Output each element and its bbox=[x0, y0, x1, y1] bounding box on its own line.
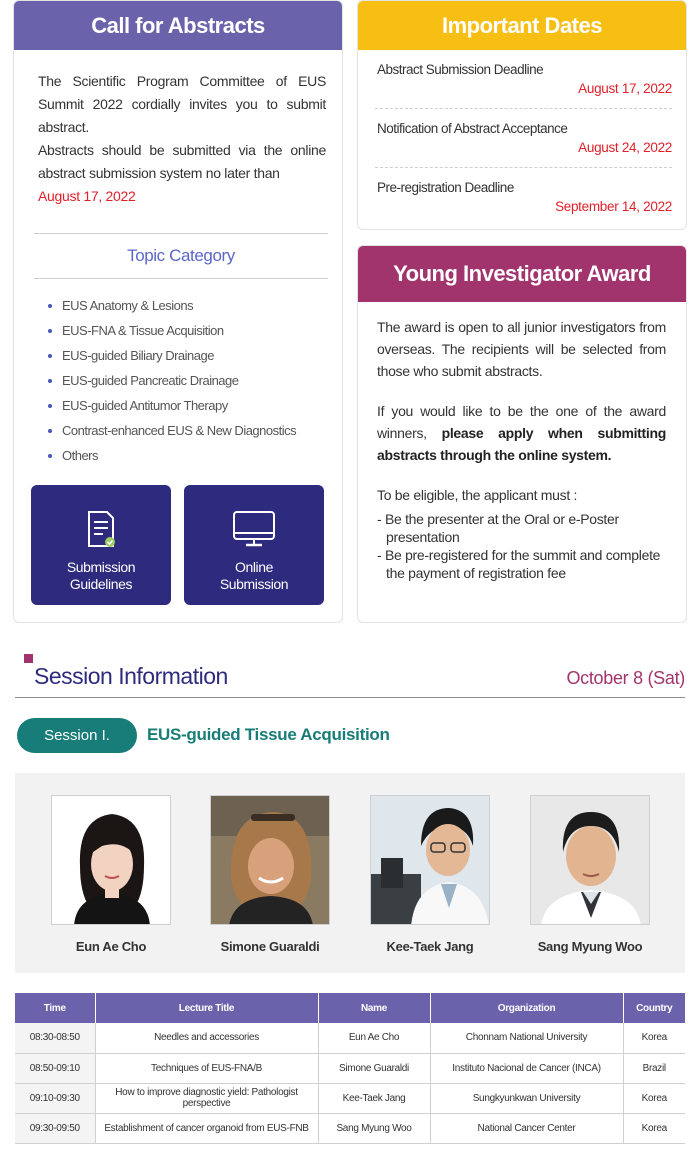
session-topic: EUS-guided Tissue Acquisition bbox=[147, 725, 390, 744]
column-header: Name bbox=[318, 993, 430, 1023]
date-label: Abstract Submission Deadline bbox=[377, 62, 544, 77]
topic-item: EUS-guided Antitumor Therapy bbox=[48, 393, 342, 418]
section-marker bbox=[24, 654, 33, 663]
table-row bbox=[15, 1053, 685, 1083]
submission-guidelines-button[interactable] bbox=[31, 485, 171, 605]
date-value: August 17, 2022 bbox=[578, 81, 672, 96]
call-for-abstracts-title: Call for Abstracts bbox=[14, 1, 342, 50]
topic-item: Contrast-enhanced EUS & New Diagnostics bbox=[48, 418, 342, 443]
country-cell: Korea bbox=[623, 1083, 685, 1113]
name-cell: Eun Ae Cho bbox=[318, 1023, 430, 1053]
lecture-title-cell: Needles and accessories bbox=[95, 1023, 318, 1053]
organization-cell: National Cancer Center bbox=[430, 1113, 623, 1143]
country-cell: Brazil bbox=[623, 1053, 685, 1083]
eligibility-item: - Be pre-registered for the summit and complete the payment of registration fee bbox=[377, 547, 661, 581]
topic-item: Others bbox=[48, 443, 342, 468]
eligibility-list bbox=[377, 510, 666, 582]
time-cell: 08:50-09:10 bbox=[15, 1053, 95, 1083]
online-label-1: Online bbox=[234, 559, 274, 575]
speaker-card bbox=[51, 795, 171, 954]
date-row bbox=[375, 50, 672, 109]
young-investigator-title: Young Investigator Award bbox=[358, 246, 686, 302]
country-cell: Korea bbox=[623, 1023, 685, 1053]
abstract-deadline: August 17, 2022 bbox=[38, 188, 136, 204]
eligibility-intro: To be eligible, the applicant must : bbox=[377, 487, 578, 503]
online-submission-button[interactable] bbox=[184, 485, 324, 605]
guidelines-label-1: Submission bbox=[66, 559, 136, 575]
speaker-name: Kee-Taek Jang bbox=[386, 939, 474, 954]
name-cell: Kee-Taek Jang bbox=[318, 1083, 430, 1113]
table-header-row bbox=[15, 993, 685, 1023]
topic-item: EUS Anatomy & Lesions bbox=[48, 293, 342, 318]
speaker-photo bbox=[51, 795, 171, 925]
speaker-photo bbox=[370, 795, 490, 925]
date-value: August 24, 2022 bbox=[578, 140, 672, 155]
young-investigator-body bbox=[358, 302, 686, 582]
date-row bbox=[375, 168, 672, 227]
important-dates-title: Important Dates bbox=[358, 1, 686, 50]
time-cell: 09:10-09:30 bbox=[15, 1083, 95, 1113]
speaker-name: Sang Myung Woo bbox=[537, 939, 643, 954]
topic-list bbox=[14, 279, 342, 468]
lecture-title-cell: How to improve diagnostic yield: Pathologist perspective bbox=[95, 1083, 318, 1113]
date-row bbox=[375, 109, 672, 168]
lecture-title-cell: Techniques of EUS-FNA/B bbox=[95, 1053, 318, 1083]
column-header: Lecture Title bbox=[95, 993, 318, 1023]
table-row bbox=[15, 1113, 685, 1143]
eligibility-item: - Be the presenter at the Oral or e-Poster presentation bbox=[377, 511, 619, 545]
session-information-title: Session Information bbox=[34, 663, 228, 689]
call-for-abstracts-card bbox=[13, 0, 343, 623]
submit-note: Abstracts should be submitted via the online abstract submission system no later than bbox=[38, 142, 326, 181]
table-row bbox=[15, 1023, 685, 1053]
organization-cell: Chonnam National University bbox=[430, 1023, 623, 1053]
speakers-panel bbox=[15, 773, 685, 973]
call-for-abstracts-text bbox=[14, 50, 342, 208]
time-cell: 09:30-09:50 bbox=[15, 1113, 95, 1143]
column-header: Country bbox=[623, 993, 685, 1023]
speaker-name: Simone Guaraldi bbox=[220, 939, 320, 954]
time-cell: 08:30-08:50 bbox=[15, 1023, 95, 1053]
lecture-title-cell: Establishment of cancer organoid from EUS-FNB bbox=[95, 1113, 318, 1143]
important-dates-card bbox=[357, 0, 687, 230]
session-information-header bbox=[15, 652, 685, 698]
young-investigator-card bbox=[357, 245, 687, 623]
date-value: September 14, 2022 bbox=[555, 199, 672, 214]
award-apply-text bbox=[377, 400, 666, 466]
document-check-icon bbox=[79, 509, 123, 549]
country-cell: Korea bbox=[623, 1113, 685, 1143]
apply-lead: If you would like to be the one of the award winners, bbox=[377, 403, 666, 441]
intro-text: The Scientific Program Committee of EUS Summit 2022 cordially invites you to submit abstract. bbox=[38, 73, 326, 135]
speaker-card bbox=[370, 795, 490, 954]
table-row bbox=[15, 1083, 685, 1113]
session-label-badge: Session I. bbox=[17, 718, 137, 753]
award-description: The award is open to all junior investigators from overseas. The recipients will be selected from those who submit abstracts. bbox=[377, 319, 666, 379]
speaker-photo bbox=[530, 795, 650, 925]
speaker-name: Eun Ae Cho bbox=[75, 939, 147, 954]
topic-category-title: Topic Category bbox=[34, 233, 328, 279]
topic-item: EUS-guided Biliary Drainage bbox=[48, 343, 342, 368]
speaker-photo bbox=[210, 795, 330, 925]
name-cell: Sang Myung Woo bbox=[318, 1113, 430, 1143]
online-label-2: Submission bbox=[219, 576, 289, 592]
guidelines-label-2: Guidelines bbox=[69, 576, 133, 592]
name-cell: Simone Guaraldi bbox=[318, 1053, 430, 1083]
apply-bold: please apply when submitting abstracts through the online system. bbox=[377, 425, 666, 463]
date-label: Pre-registration Deadline bbox=[377, 180, 514, 195]
organization-cell: Instituto Nacional de Cancer (INCA) bbox=[430, 1053, 623, 1083]
session-date: October 8 (Sat) bbox=[566, 668, 685, 688]
column-header: Time bbox=[15, 993, 95, 1023]
date-label: Notification of Abstract Acceptance bbox=[377, 121, 568, 136]
topic-item: EUS-guided Pancreatic Drainage bbox=[48, 368, 342, 393]
session-schedule-table bbox=[15, 993, 685, 1144]
speaker-card bbox=[210, 795, 330, 954]
speaker-card bbox=[530, 795, 650, 954]
submission-buttons bbox=[31, 485, 324, 605]
column-header: Organization bbox=[430, 993, 623, 1023]
topic-item: EUS-FNA & Tissue Acquisition bbox=[48, 318, 342, 343]
monitor-icon bbox=[232, 509, 276, 549]
organization-cell: Sungkyunkwan University bbox=[430, 1083, 623, 1113]
